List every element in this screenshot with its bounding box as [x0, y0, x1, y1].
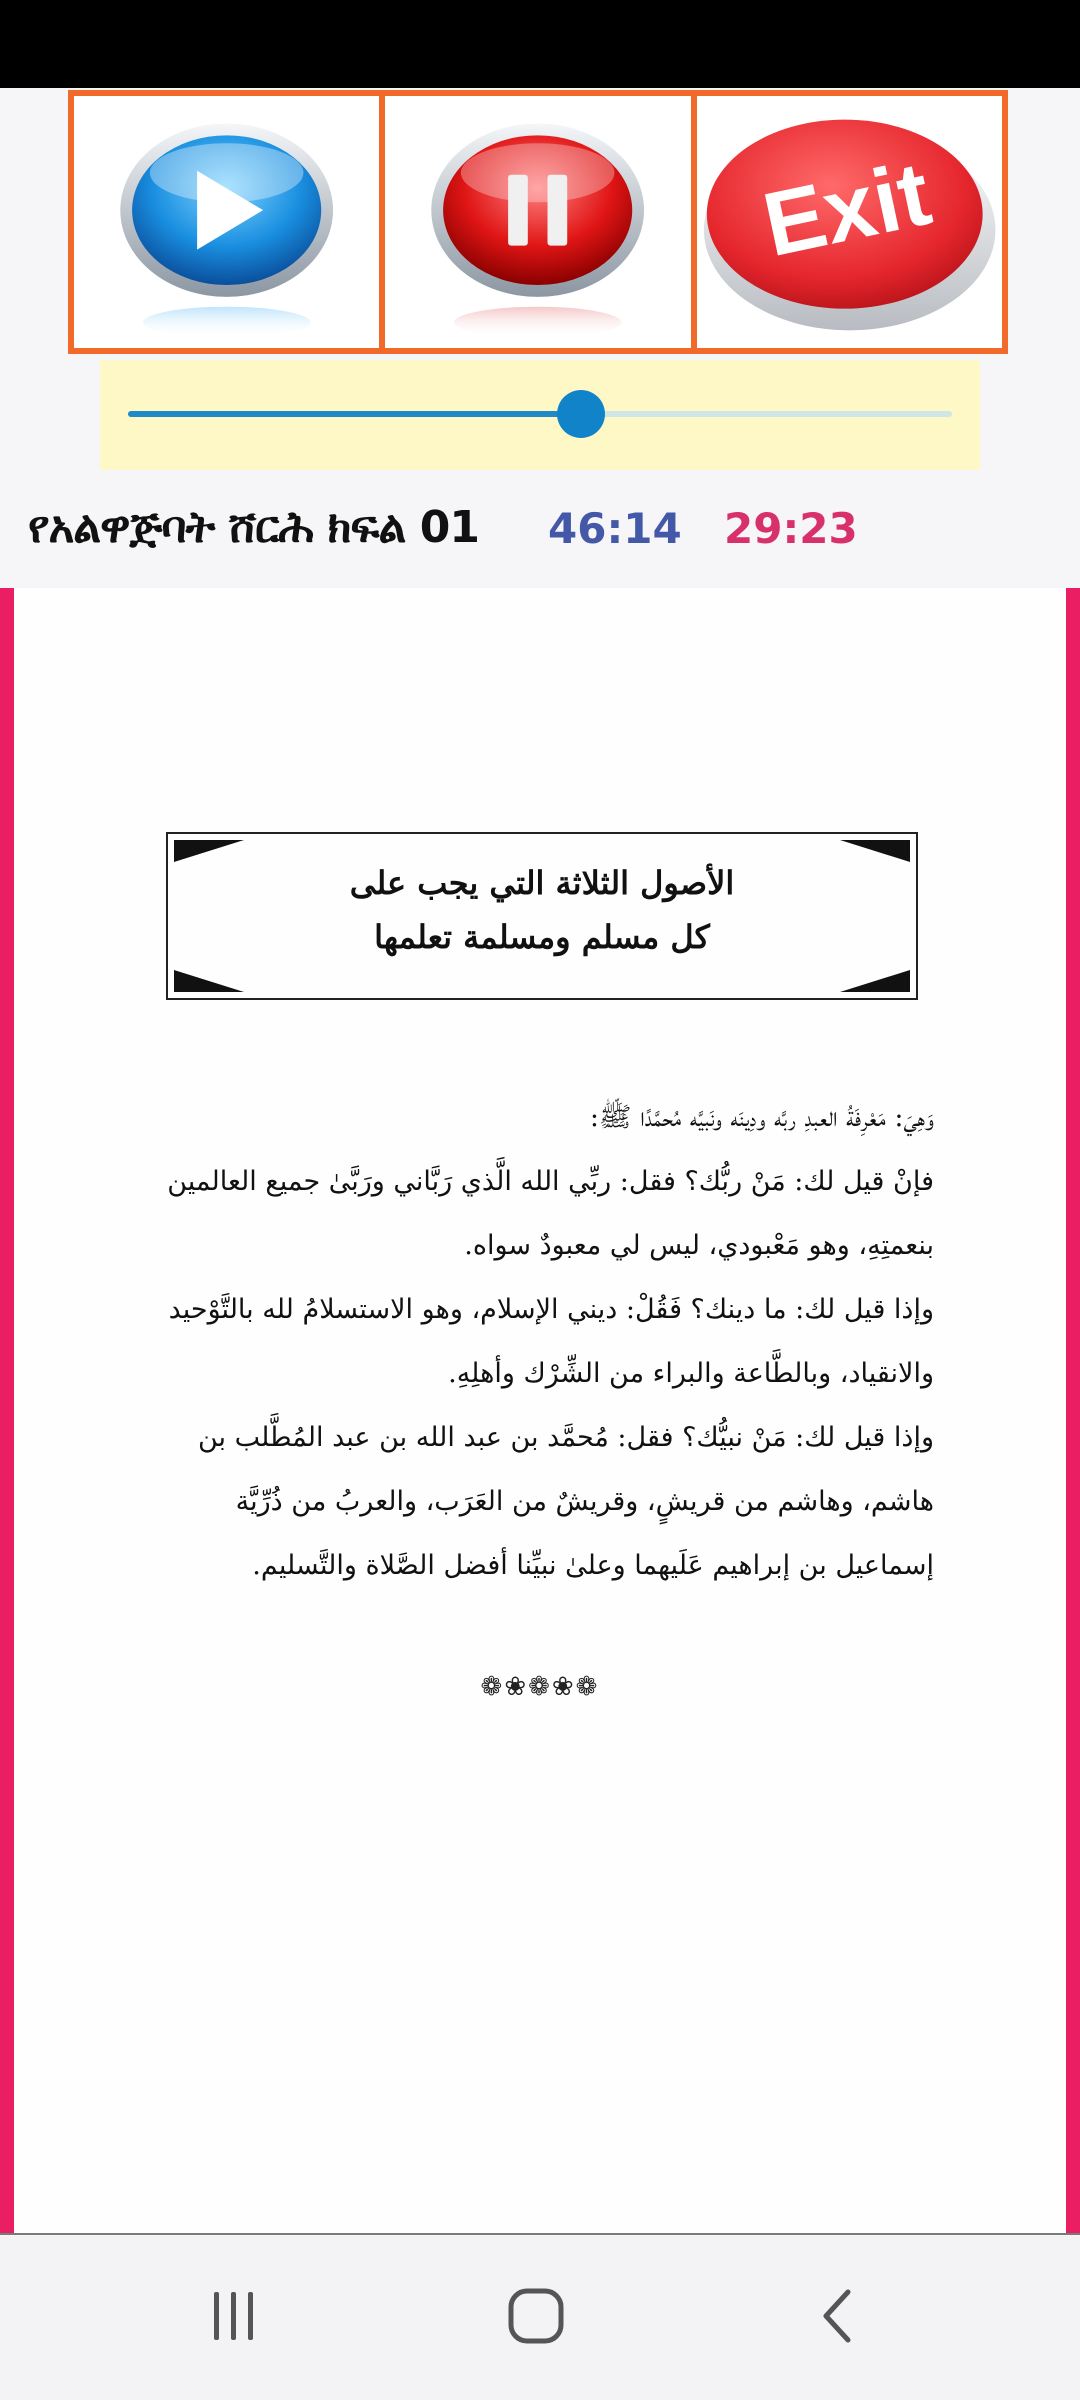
seek-progress	[128, 411, 581, 417]
document-heading-box	[166, 832, 918, 1000]
player-controls	[68, 90, 1008, 354]
back-button[interactable]	[788, 2276, 888, 2356]
seek-thumb[interactable]	[557, 390, 605, 438]
paragraph: وإذا قيل لك: مَنْ نبيُّك؟ فقل: مُحمَّد بن عبد الله بن عبد المُطَّلب بن هاشم، وهاشم من قريشٍ، وقريشٌ من العَرَب، والعربُ من ذُرِّيَّة إسماعيل بن إبراهيم عَلَيهما وعلىٰ نبيِّنا أفضل الصَّلاة والتَّسليم.	[197, 1422, 934, 1581]
pause-button[interactable]	[385, 96, 696, 348]
home-icon	[501, 2281, 571, 2351]
pause-icon	[385, 102, 690, 342]
track-title: የአልዋጅባት ሸርሕ ክፍል 01	[28, 502, 479, 553]
exit-label: Exit	[754, 142, 939, 277]
seek-bar-container	[100, 360, 980, 470]
paragraph: وإذا قيل لك: ما دينك؟ فَقُلْ: ديني الإسلام، وهو الاستسلامُ لله بالتَّوْحيد والانقياد، وبالطَّاعة والبراء من الشِّرْك وأهلِهِ.	[168, 1294, 934, 1389]
play-button[interactable]	[74, 96, 385, 348]
document-page	[14, 588, 1066, 2234]
status-bar	[0, 0, 1080, 88]
exit-button[interactable]	[697, 96, 1002, 348]
heading-line-2: كل مسلم ومسلمة تعلمها	[374, 918, 710, 956]
track-info	[0, 490, 1080, 570]
exit-button-icon	[697, 102, 1002, 342]
back-icon	[808, 2286, 868, 2346]
total-time: 46:14	[548, 504, 682, 553]
paragraph: وَهِيَ: مَعْرِفَةُ العبدِ ربَّه ودِينَه ونَبيَّه مُحمَّدًا ﷺ:	[589, 1102, 934, 1133]
document-viewer[interactable]	[0, 588, 1080, 2234]
recents-icon	[204, 2286, 264, 2346]
paragraph: فإنْ قيل لك: مَنْ ربُّك؟ فقل: ربِّي الله الَّذي رَبَّاني ورَبَّىٰ جميع العالمين بنعمتِهِ، وهو مَعْبودي، ليس لي معبودٌ سواه.	[167, 1166, 934, 1261]
current-time: 29:23	[724, 504, 858, 553]
recents-button[interactable]	[184, 2276, 284, 2356]
ornament-divider: ❁❀❁❀❁	[480, 1672, 600, 1702]
divider	[0, 2233, 1080, 2235]
navigation-bar	[0, 2236, 1080, 2400]
play-icon	[74, 102, 379, 342]
heading-line-1: الأصول الثلاثة التي يجب على	[349, 864, 735, 902]
seek-track[interactable]	[128, 411, 952, 417]
home-button[interactable]	[486, 2276, 586, 2356]
document-body	[164, 1086, 934, 1598]
